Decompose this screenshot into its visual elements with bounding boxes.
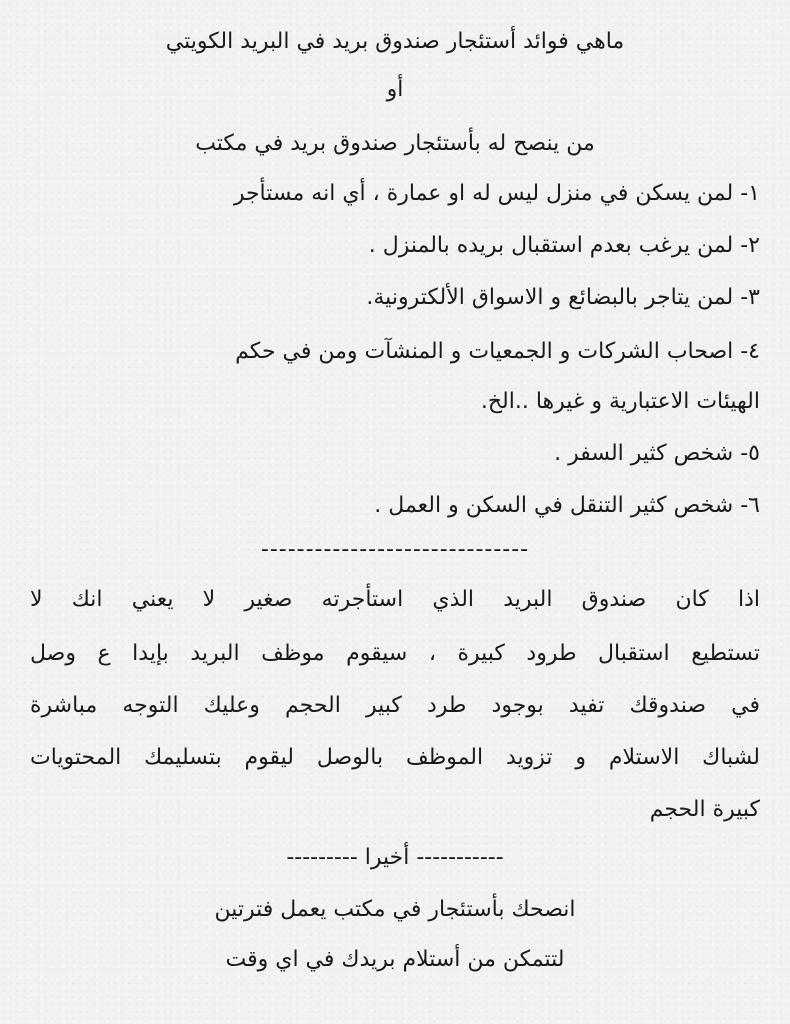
list-item-4-continued: الهيئات الاعتبارية و غيرها ..الخ.	[480, 389, 760, 414]
list-item-5: ٥- شخص كثير السفر .	[554, 441, 760, 466]
paragraph-line-2: تستطيع استقبال طرود كبيرة ، سيقوم موظف البريد بإيدا ع وصل	[30, 641, 760, 666]
finally-heading: ----------- أخيرا ---------	[286, 845, 504, 870]
section-divider: ------------------------------	[260, 537, 530, 562]
title-line-2: أو	[386, 77, 404, 102]
list-item-2: ٢- لمن يرغب بعدم استقبال بريده بالمنزل .	[368, 233, 760, 258]
paragraph-line-3: في صندوقك تفيد بوجود طرد كبير الحجم وعليك التوجه مباشرة	[30, 693, 760, 718]
title-line-1: ماهي فوائد أستئجار صندوق بريد في البريد الكويتي	[165, 29, 625, 54]
list-item-3: ٣- لمن يتاجر بالبضائع و الاسواق الألكترونية.	[366, 285, 760, 310]
list-item-1: ١- لمن يسكن في منزل ليس له او عمارة ، أي انه مستأجر	[233, 181, 760, 206]
list-item-6: ٦- شخص كثير التنقل في السكن و العمل .	[374, 493, 760, 518]
title-line-3: من ينصح له بأستئجار صندوق بريد في مكتب	[195, 131, 595, 156]
paragraph-line-1: اذا كان صندوق البريد الذي استأجرته صغير لا يعني انك لا	[30, 587, 760, 612]
paragraph-line-4: لشباك الاستلام و تزويد الموظف بالوصل ليقوم بتسليمك المحتويات	[30, 745, 760, 770]
closing-line-2: لتتمكن من أستلام بريدك في اي وقت	[225, 947, 565, 972]
paragraph-line-5: كبيرة الحجم	[649, 797, 760, 822]
closing-line-1: انصحك بأستئجار في مكتب يعمل فترتين	[214, 897, 576, 922]
list-item-4: ٤- اصحاب الشركات و الجمعيات و المنشآت ومن في حكم	[235, 339, 760, 364]
